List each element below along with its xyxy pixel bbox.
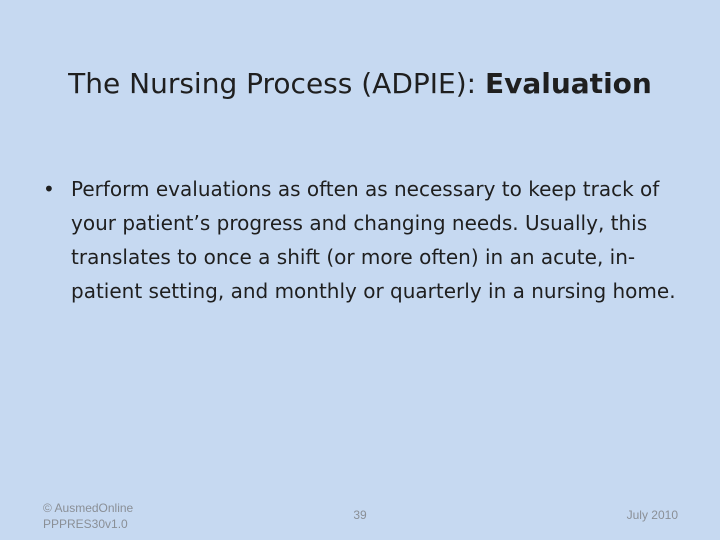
bullet-text: Perform evaluations as often as necessary to keep track of your patient’s progress and changing needs. Usually, this translates to once a shift (or more often) in an acute, in-patient setting, and monthly or quarterly in a nursing home. <box>71 177 676 303</box>
footer-date: July 2010 <box>626 508 678 522</box>
footer-copyright: © AusmedOnline <box>43 501 134 515</box>
bullet-item <box>40 172 688 308</box>
slide-title <box>0 62 720 106</box>
footer-left <box>43 500 133 532</box>
slide-title-emphasis: Evaluation <box>484 67 652 100</box>
bullet-marker: • <box>43 177 55 201</box>
footer-page-number: 39 <box>353 508 367 522</box>
footer-code: PPPRES30v1.0 <box>43 517 128 531</box>
slide-title-prefix: The Nursing Process (ADPIE): <box>68 67 485 100</box>
bullet-list <box>40 172 688 308</box>
